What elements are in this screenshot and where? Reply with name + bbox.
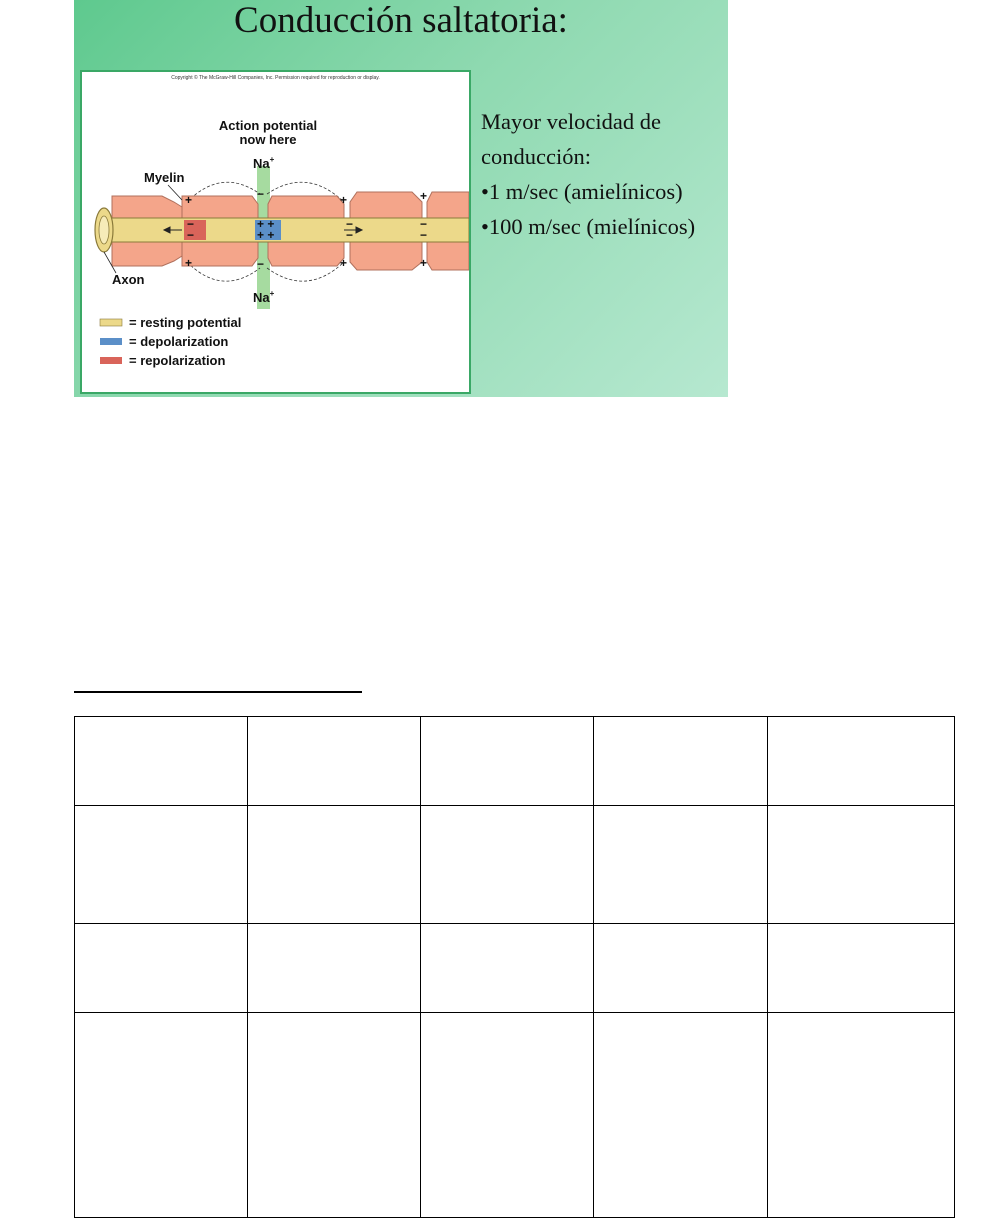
- table-cell[interactable]: [768, 1013, 955, 1218]
- svg-text:−: −: [346, 228, 354, 242]
- table-cell[interactable]: [248, 924, 421, 1013]
- table-cell[interactable]: [768, 806, 955, 924]
- svg-text:−: −: [257, 187, 265, 201]
- legend-depolarization: = depolarization: [129, 334, 229, 349]
- table-cell[interactable]: [75, 1013, 248, 1218]
- legend-swatch-resting: [100, 319, 122, 326]
- na-label-top: Na+: [253, 155, 275, 171]
- answer-blank-line: [74, 691, 362, 693]
- action-potential-label-1: Action potential: [218, 118, 318, 133]
- slide-bullet-2: •100 m/sec (mielínicos): [481, 214, 696, 239]
- legend: [100, 315, 241, 368]
- table-cell[interactable]: [75, 717, 248, 806]
- svg-text:−: −: [257, 257, 265, 271]
- slide-text: [481, 104, 728, 244]
- svg-text:−: −: [346, 217, 354, 231]
- legend-repolarization: = repolarization: [129, 353, 226, 368]
- table-cell[interactable]: [421, 717, 594, 806]
- table-row: [75, 1013, 955, 1218]
- svg-text:+: +: [185, 256, 193, 270]
- legend-swatch-repolarization: [100, 357, 122, 364]
- svg-text:−: −: [420, 217, 428, 231]
- axon-label: Axon: [112, 272, 145, 287]
- svg-text:+: +: [185, 193, 193, 207]
- table-row: [75, 924, 955, 1013]
- axon-diagram: [82, 72, 469, 392]
- axon-core: [100, 218, 469, 242]
- slide-image: [74, 0, 728, 397]
- svg-text:+: +: [420, 256, 428, 270]
- table-cell[interactable]: [594, 924, 768, 1013]
- svg-text:+ +: + +: [257, 217, 275, 231]
- svg-text:−: −: [187, 217, 195, 231]
- table-row: [75, 717, 955, 806]
- table-cell[interactable]: [768, 924, 955, 1013]
- saltatory-conduction-figure: [80, 70, 471, 394]
- table-cell[interactable]: [421, 806, 594, 924]
- legend-swatch-depolarization: [100, 338, 122, 345]
- svg-text:+: +: [420, 189, 428, 203]
- myelin-label: Myelin: [144, 170, 185, 185]
- table-cell[interactable]: [248, 806, 421, 924]
- table-cell[interactable]: [594, 1013, 768, 1218]
- slide-text-line-1: Mayor velocidad de: [481, 109, 661, 134]
- table-cell[interactable]: [594, 717, 768, 806]
- slide-bullet-1: •1 m/sec (amielínicos): [481, 179, 683, 204]
- na-label-bottom: Na+: [253, 289, 275, 305]
- svg-text:+ +: + +: [257, 228, 275, 242]
- table-cell[interactable]: [768, 717, 955, 806]
- svg-text:+: +: [340, 193, 348, 207]
- table-cell[interactable]: [594, 806, 768, 924]
- table-cell[interactable]: [248, 1013, 421, 1218]
- slide-title: Conducción saltatoria:: [234, 0, 568, 41]
- table-row: [75, 806, 955, 924]
- figure-copyright: Copyright © The McGraw-Hill Companies, Inc. Permission required for reproduction or display.: [171, 75, 380, 81]
- action-potential-label-2: now here: [239, 132, 297, 147]
- svg-text:−: −: [420, 228, 428, 242]
- legend-resting: = resting potential: [129, 315, 242, 330]
- table-cell[interactable]: [75, 806, 248, 924]
- empty-table: [74, 716, 955, 1218]
- slide-text-line-2: conducción:: [481, 144, 591, 169]
- svg-text:−: −: [187, 228, 195, 242]
- table-cell[interactable]: [75, 924, 248, 1013]
- table-cell[interactable]: [248, 717, 421, 806]
- svg-text:+: +: [340, 256, 348, 270]
- table-cell[interactable]: [421, 1013, 594, 1218]
- table-cell[interactable]: [421, 924, 594, 1013]
